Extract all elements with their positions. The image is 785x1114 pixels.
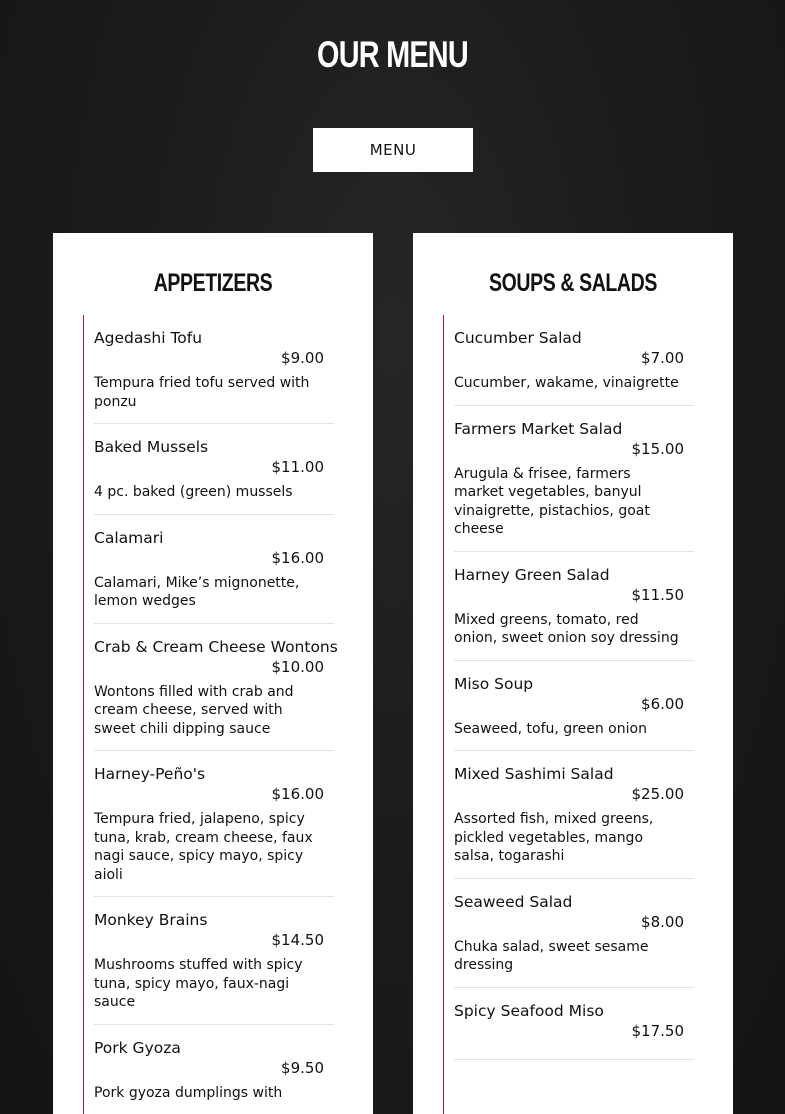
menu-item: [94, 424, 334, 515]
menu-item: [454, 879, 694, 988]
menu-item: [94, 897, 334, 1025]
item-name: Baked Mussels: [94, 438, 209, 456]
item-price: $17.50: [631, 1021, 684, 1040]
item-description: 4 pc. baked (green) mussels: [94, 484, 293, 500]
menu-item: [94, 624, 338, 752]
item-price: $25.00: [631, 785, 684, 803]
item-name: Spicy Seafood Miso: [454, 1001, 604, 1020]
item-price: $16.00: [271, 785, 324, 803]
item-description: Mixed greens, tomato, red onion, sweet onion soy dressing: [454, 611, 679, 646]
item-name: Calamari: [94, 528, 164, 547]
item-price: $9.50: [281, 1058, 324, 1077]
item-name: Harney-Peño's: [94, 765, 206, 783]
item-description: Chuka salad, sweet sesame dressing: [454, 938, 649, 973]
item-description: Assorted fish, mixed greens, pickled vegetables, mango salsa, togarashi: [454, 811, 654, 864]
item-price: $11.50: [631, 585, 684, 604]
item-price: $8.00: [641, 912, 684, 931]
menu-item-list: [83, 315, 343, 1114]
menu-item: [94, 315, 334, 424]
menu-item: [454, 661, 694, 752]
menu-item: [454, 751, 694, 879]
item-price: $9.00: [281, 349, 324, 367]
item-description: Pork gyoza dumplings with: [94, 1084, 283, 1101]
item-price: $10.00: [271, 657, 324, 676]
menu-button[interactable]: MENU: [313, 128, 473, 172]
item-description: Seaweed, tofu, green onion: [454, 720, 647, 737]
item-name: Mixed Sashimi Salad: [454, 765, 614, 783]
item-name: Cucumber Salad: [454, 329, 582, 347]
menu-item: [454, 406, 694, 552]
menu-item-list: [443, 315, 703, 1114]
menu-item: [454, 315, 694, 406]
item-price: $16.00: [271, 548, 324, 567]
soups-salads-panel: [413, 233, 733, 1114]
item-name: Miso Soup: [454, 674, 534, 693]
menu-item: [454, 988, 694, 1060]
item-price: $15.00: [631, 439, 684, 458]
item-description: Mushrooms stuffed with spicy tuna, spicy mayo, faux-nagi sauce: [94, 957, 303, 1010]
item-description: Calamari, Mike’s mignonette, lemon wedges: [94, 574, 300, 609]
item-name: Monkey Brains: [94, 911, 208, 929]
item-description: Tempura fried, jalapeno, spicy tuna, krab, cream cheese, faux nagi sauce, spicy mayo, spicy aioli: [94, 811, 313, 883]
item-description: Arugula & frisee, farmers market vegetables, banyul vinaigrette, pistachios, goat cheese: [454, 465, 650, 537]
menu-item: [94, 515, 334, 624]
section-title: SOUPS & SALADS: [489, 269, 657, 297]
menu-item: [94, 1025, 334, 1114]
item-description: Cucumber, wakame, vinaigrette: [454, 375, 679, 391]
item-price: $14.50: [271, 931, 324, 949]
item-price: $6.00: [641, 694, 684, 713]
item-name: Farmers Market Salad: [454, 419, 623, 438]
item-name: Agedashi Tofu: [94, 329, 203, 347]
menu-item: [454, 552, 694, 661]
item-price: $7.00: [641, 349, 684, 367]
section-title: APPETIZERS: [153, 269, 273, 297]
appetizers-panel: [53, 233, 373, 1114]
item-name: Pork Gyoza: [94, 1038, 181, 1057]
item-description: Wontons filled with crab and cream cheese, served with sweet chili dipping sauce: [94, 683, 294, 737]
item-name: Crab & Cream Cheese Wontons: [94, 637, 338, 656]
item-price: $11.00: [271, 458, 324, 476]
page-title: OUR MENU: [317, 34, 468, 75]
item-name: Seaweed Salad: [454, 892, 573, 911]
menu-item: [94, 751, 334, 897]
item-description: Tempura fried tofu served with ponzu: [94, 375, 310, 410]
item-name: Harney Green Salad: [454, 565, 610, 584]
